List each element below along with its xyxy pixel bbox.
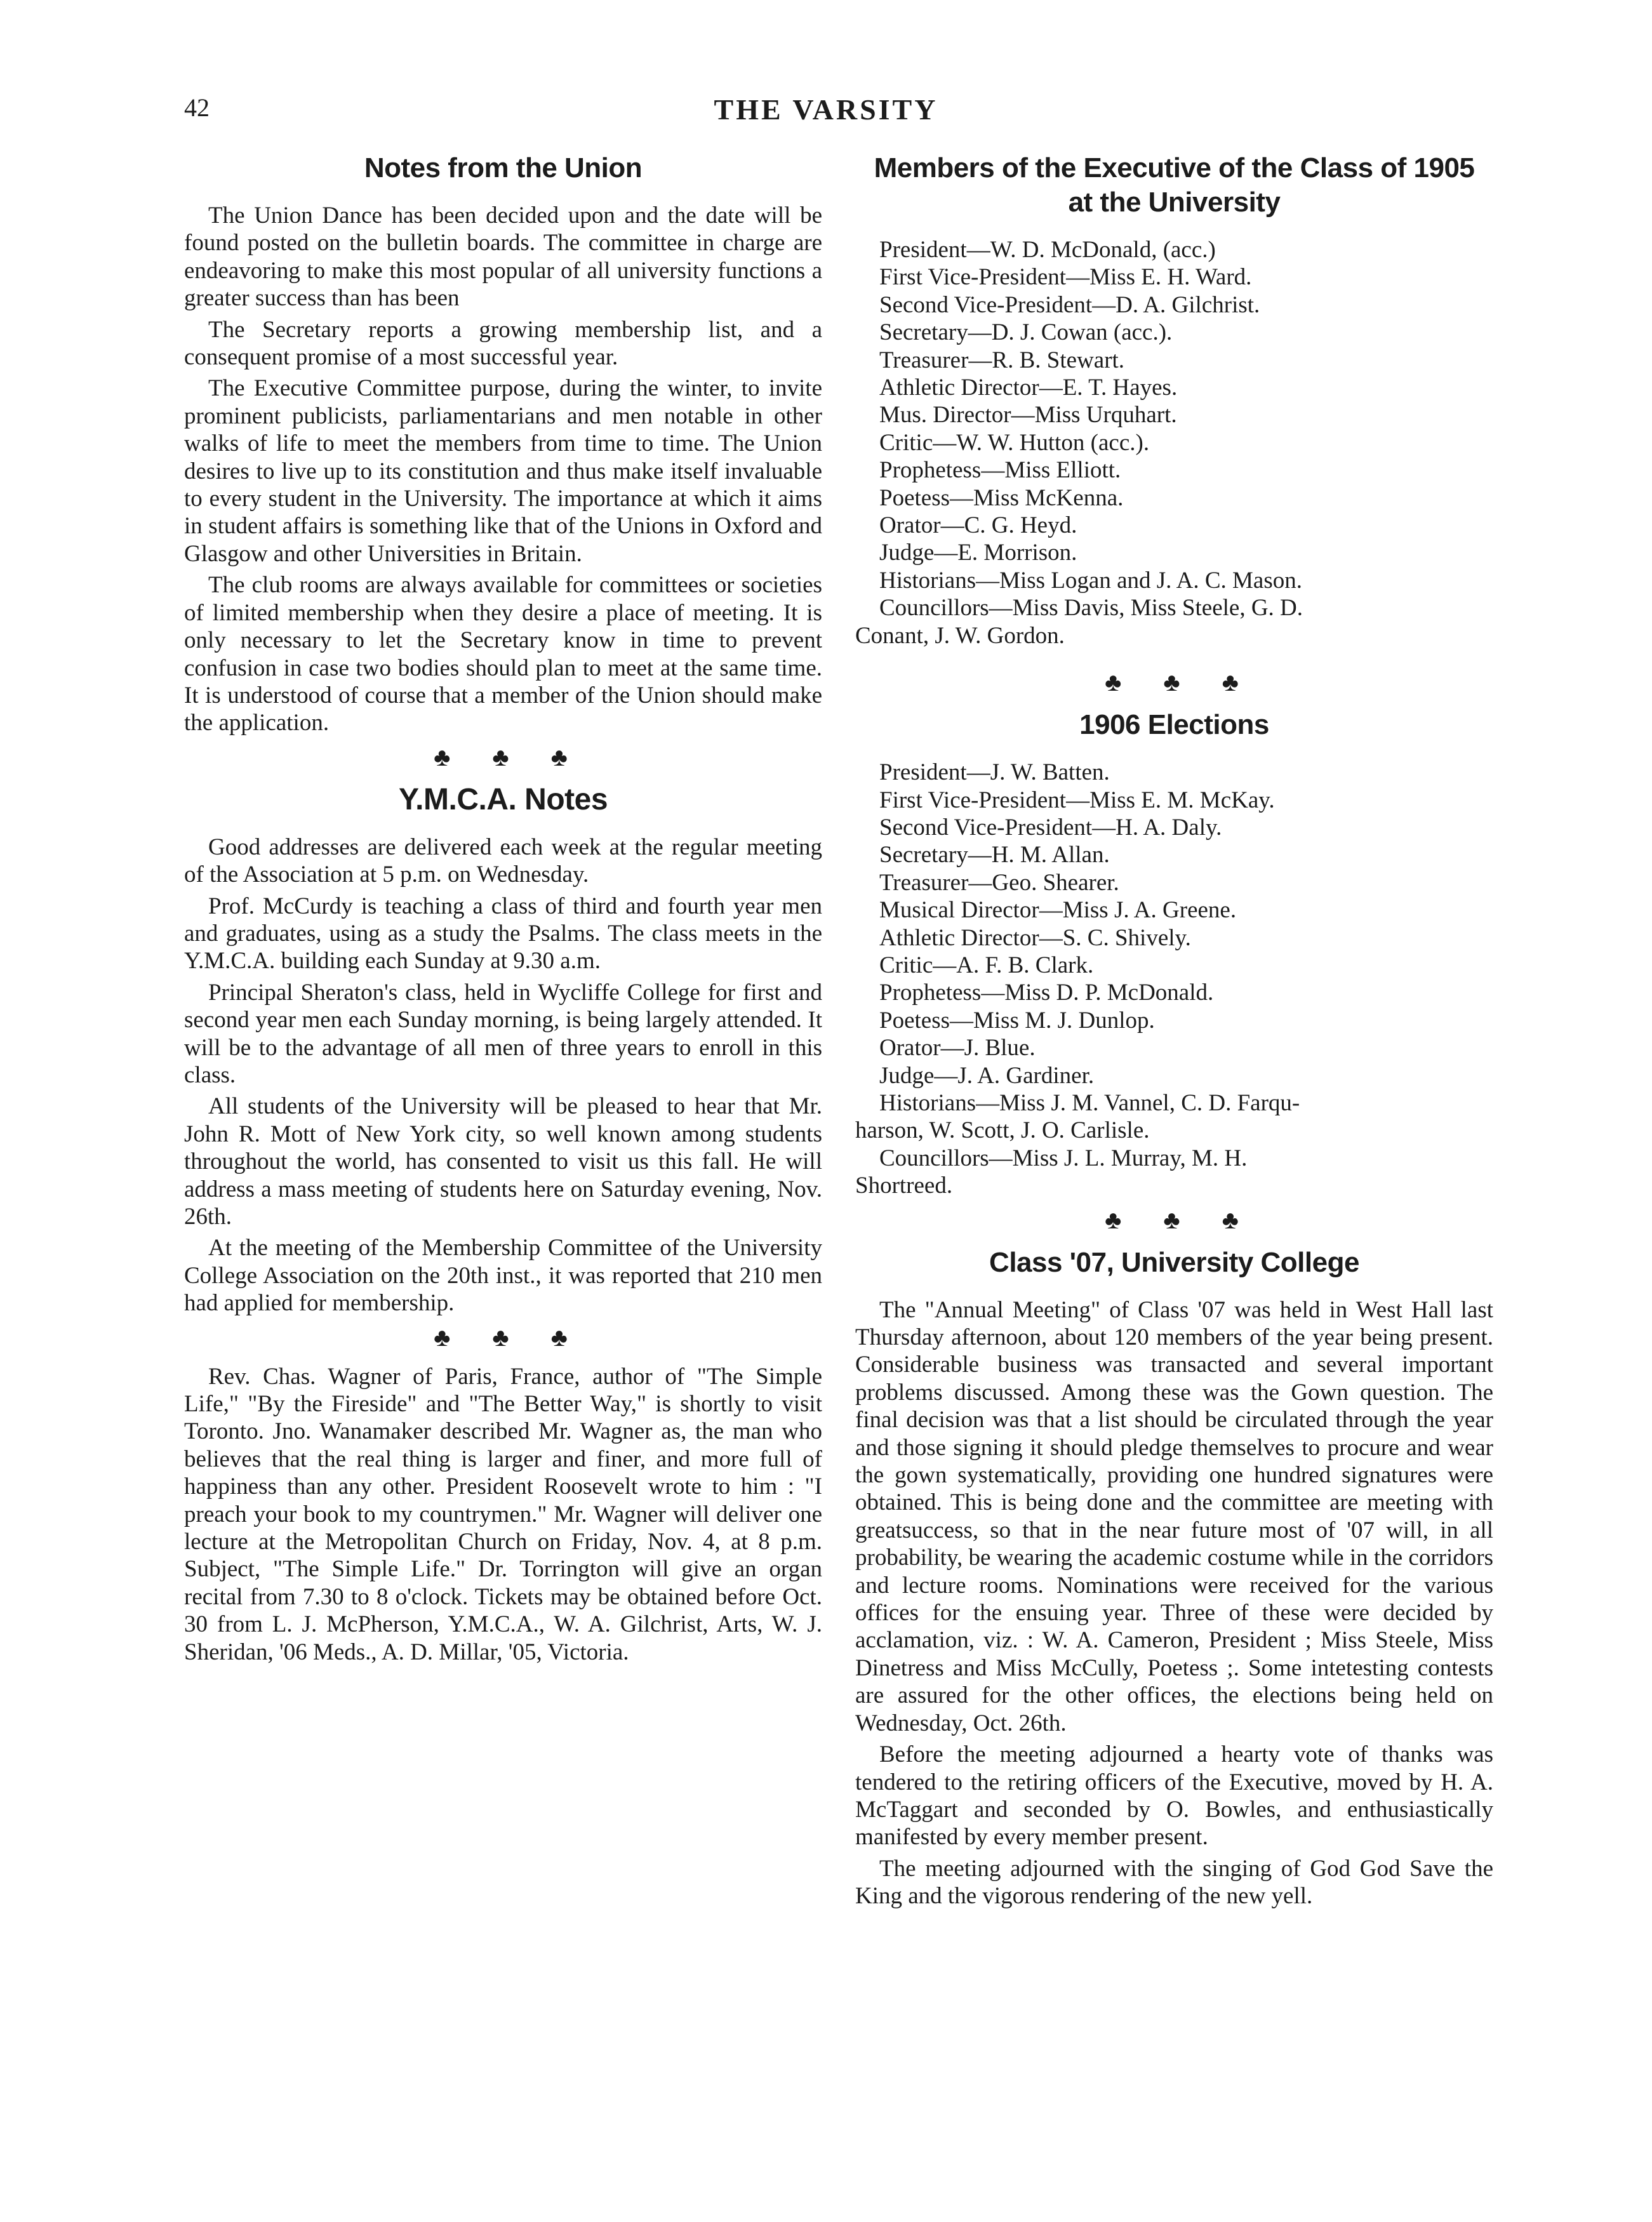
officer-line: President—W. D. McDonald, (acc.) [879, 237, 1216, 263]
officer-line: Treasurer—Geo. Shearer. [879, 869, 1119, 896]
officer-line: harson, W. Scott, J. O. Carlisle. [855, 1117, 1150, 1144]
officer-line: Secretary—H. M. Allan. [879, 842, 1110, 868]
officer-line: Orator—C. G. Heyd. [879, 512, 1077, 539]
officer-line: Historians—Miss J. M. Vannel, C. D. Farqu- [879, 1089, 1300, 1116]
exec-1905-heading [855, 151, 1493, 220]
officer-line: Secretary—D. J. Cowan (acc.). [879, 319, 1173, 346]
officer-line: First Vice-President—Miss E. M. McKay. [879, 787, 1275, 813]
section-ornament: ♣ ♣ ♣ [1105, 668, 1256, 697]
ymca-paragraph: Good addresses are delivered each week at the regular meeting of the Association at 5 p.m. on Wednesday. [184, 834, 822, 888]
exec-1905-heading-line1: Members of the Executive of the Class of 1905 [874, 152, 1475, 183]
officer-line: Judge—J. A. Gardiner. [879, 1062, 1095, 1089]
officer-line: Prophetess—Miss D. P. McDonald. [879, 980, 1214, 1006]
left-column [184, 151, 822, 1670]
page-number: 42 [184, 93, 210, 122]
union-paragraph: The Union Dance has been decided upon and the date will be found posted on the bulletin boards. The committee in charge are endeavoring to make this most popular of all university functions a greater success than has been [184, 203, 822, 312]
officer-line: Orator—J. Blue. [879, 1035, 1036, 1061]
union-paragraph: The Executive Committee purpose, during the winter, to invite prominent publicists, parliamentarians and men notable in other walks of life to meet the members from time to time. The Union desires to live up to its constitution and thus make itself invaluable to every student in the University. The importance at which it aims in student affairs is something like that of the Unions in Oxford and Glasgow and other Universities in Britain. [184, 375, 822, 567]
right-column [855, 151, 1493, 1914]
officer-line: Councillors—Miss Davis, Miss Steele, G. D. [879, 595, 1303, 622]
officer-line: President—J. W. Batten. [879, 759, 1110, 786]
ymca-paragraph: Prof. McCurdy is teaching a class of third and fourth year men and graduates, using as a study the Psalms. The class meets in the Y.M.C.A. building each Sunday at 9.30 a.m. [184, 893, 822, 975]
ymca-paragraph: All students of the University will be pleased to hear that Mr. John R. Mott of New York city, so well known among students throughout the world, has consented to visit us this fall. He will address a mass meeting of students here on Saturday evening, Nov. 26th. [184, 1093, 822, 1230]
officer-line: Musical Director—Miss J. A. Greene. [879, 897, 1237, 924]
exec-1905-heading-line2: at the University [1068, 187, 1281, 218]
officer-line: Judge—E. Morrison. [879, 540, 1077, 566]
class-07-paragraph: Before the meeting adjourned a hearty vote of thanks was tendered to the retiring officers of the Executive, moved by H. A. McTaggart and seconded by O. Bowles, and enthusiastically manifested by every member present. [855, 1741, 1493, 1851]
section-ornament: ♣ ♣ ♣ [434, 1322, 585, 1352]
running-title: THE VARSITY [714, 93, 938, 126]
section-ornament: ♣ ♣ ♣ [434, 742, 585, 771]
officer-line: Mus. Director—Miss Urquhart. [879, 402, 1177, 429]
union-paragraph: The club rooms are always available for committees or societies of limited membership when they desire a place of meeting. It is only necessary to let the Secretary know in time to prevent confusion in case two bodies should plan to meet at the same time. It is understood of course that a member of the Union should make the application. [184, 572, 822, 736]
officer-line: Critic—A. F. B. Clark. [879, 952, 1094, 978]
ymca-paragraph: At the meeting of the Membership Committee of the University College Association on the 20th inst., it was reported that 210 men had applied for membership. [184, 1235, 822, 1317]
ymca-paragraph: Principal Sheraton's class, held in Wycliffe College for first and second year men each Sunday morning, is being largely attended. It will be to the advantage of all men of three years to enroll in this class. [184, 979, 822, 1088]
officer-line: Athletic Director—S. C. Shively. [879, 924, 1191, 951]
officer-line: Athletic Director—E. T. Hayes. [879, 375, 1178, 401]
officer-line: Critic—W. W. Hutton (acc.). [879, 429, 1150, 456]
wagner-paragraph: Rev. Chas. Wagner of Paris, France, author of "The Simple Life," "By the Fireside" and "The Better Way," is shortly to visit Toronto. Jno. Wanamaker described Mr. Wagner as, the man who believes that the real thing is larger and finer, and more full of happiness than any other. President Roosevelt wrote to him : "I preach your book to my countrymen." Mr. Wagner will deliver one lecture at the Metropolitan Church on Friday, Nov. 4, at 8 p.m. Subject, "The Simple Life." Dr. Torrington will give an organ recital from 7.30 to 8 o'clock. Tickets may be obtained before Oct. 30 from L. J. McPherson, Y.M.C.A., W. A. Gilchrist, Arts, W. J. Sheridan, '06 Meds., A. D. Millar, '05, Victoria. [184, 1363, 822, 1665]
officer-line: Second Vice-President—H. A. Daly. [879, 814, 1222, 841]
officer-line: Poetess—Miss McKenna. [879, 484, 1124, 511]
officer-line: Poetess—Miss M. J. Dunlop. [879, 1007, 1155, 1034]
class-07-paragraph: The "Annual Meeting" of Class '07 was held in West Hall last Thursday afternoon, about 120 members of the year being present. Considerable business was transacted and several important problems discussed. Among these was the Gown question. The final decision was that a list should be circulated through the year and those signing it should pledge themselves to procure and wear the gown systematically, providing one hundred signatures were obtained. This is being done and the committee are meeting with greatsuccess, so that in the near future most of '07 will, in all probability, be wearing the academic costume while in the corridors and lecture rooms. Nominations were received for the various offices for the ensuing year. Three of these were decided by acclamation, viz. : W. A. Cameron, President ; Miss Steele, Miss Dinetress and Miss McCully, Poetess ;. Some intetesting contests are assured for the other offices, the elections being held on Wednesday, Oct. 26th. [855, 1296, 1493, 1736]
elections-1906-heading: 1906 Elections [1079, 709, 1269, 741]
officer-line: Second Vice-President—D. A. Gilchrist. [879, 291, 1260, 318]
union-paragraph: The Secretary reports a growing membership list, and a consequent promise of a most successful year. [184, 316, 822, 371]
officer-line: Shortreed. [855, 1173, 953, 1199]
class-07-heading: Class '07, University College [989, 1246, 1359, 1278]
officer-line: Conant, J. W. Gordon. [855, 622, 1065, 649]
union-heading: Notes from the Union [364, 152, 643, 183]
officer-line: Historians—Miss Logan and J. A. C. Mason. [879, 567, 1302, 594]
officer-line: Councillors—Miss J. L. Murray, M. H. [879, 1145, 1248, 1171]
section-ornament: ♣ ♣ ♣ [1105, 1205, 1256, 1234]
class-07-paragraph: The meeting adjourned with the singing of God God Save the King and the vigorous rendering of the new yell. [855, 1855, 1493, 1910]
officer-line: First Vice-President—Miss E. H. Ward. [879, 264, 1252, 291]
officer-line: Prophetess—Miss Elliott. [879, 457, 1121, 484]
officer-line: Treasurer—R. B. Stewart. [879, 347, 1125, 373]
ymca-heading: Y.M.C.A. Notes [398, 782, 608, 816]
